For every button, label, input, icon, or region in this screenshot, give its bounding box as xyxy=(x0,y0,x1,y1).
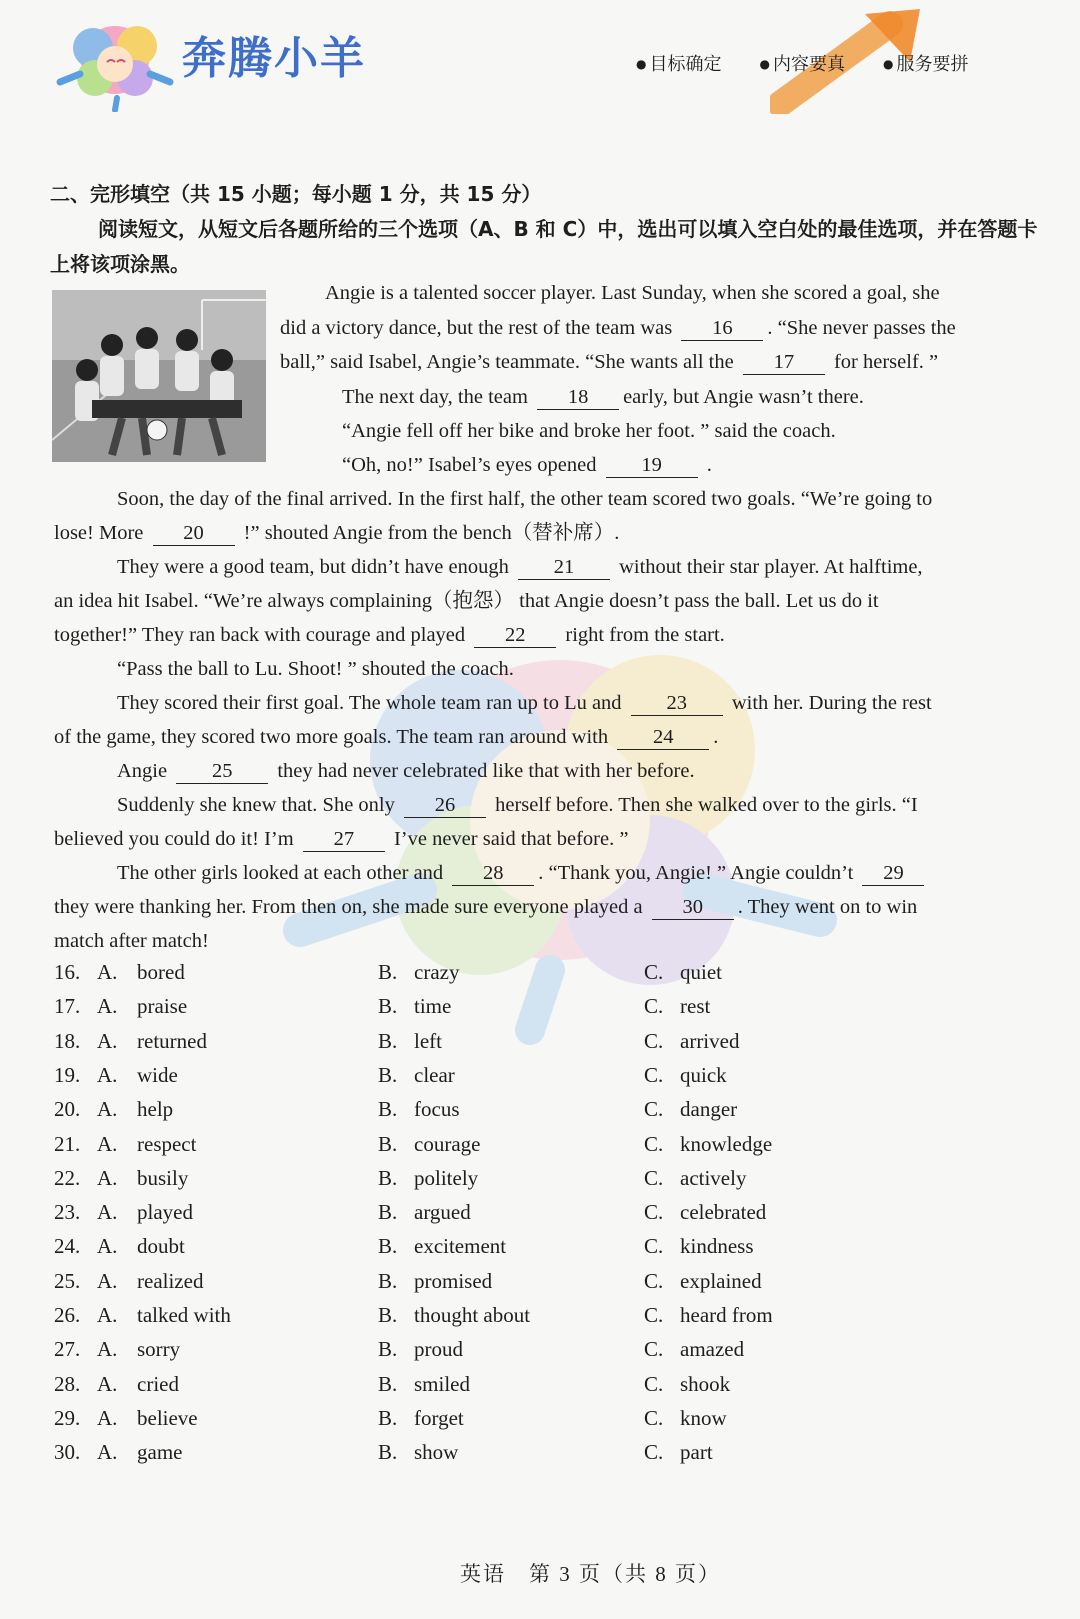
blank-26: 26 xyxy=(404,793,486,818)
option-label-c: C. xyxy=(644,960,664,984)
blank-21: 21 xyxy=(518,555,610,580)
blank-20: 20 xyxy=(153,521,235,546)
option-b: argued xyxy=(414,1200,471,1224)
option-label-c: C. xyxy=(644,1029,664,1053)
option-label-a: A. xyxy=(97,1406,118,1430)
option-label-c: C. xyxy=(644,1269,664,1293)
option-a: praise xyxy=(137,994,188,1018)
question-number: 18. xyxy=(54,1029,81,1053)
question-number: 24. xyxy=(54,1234,81,1258)
option-label-b: B. xyxy=(378,1303,398,1327)
option-b: time xyxy=(414,994,452,1018)
option-c: amazed xyxy=(680,1337,745,1361)
option-label-c: C. xyxy=(644,1406,664,1430)
soccer-team-photo xyxy=(52,290,266,462)
blank-24: 24 xyxy=(617,725,709,750)
option-label-c: C. xyxy=(644,1234,664,1258)
option-label-b: B. xyxy=(378,1337,398,1361)
option-b: forget xyxy=(414,1406,464,1430)
question-number: 30. xyxy=(54,1440,81,1464)
option-a: busily xyxy=(137,1166,189,1190)
option-a: believe xyxy=(137,1406,198,1430)
option-a: help xyxy=(137,1097,174,1121)
option-label-b: B. xyxy=(378,1166,398,1190)
question-number: 25. xyxy=(54,1269,81,1293)
option-label-a: A. xyxy=(97,1234,118,1258)
passage-line: Suddenly she knew that. She only 26 herself before. Then she walked over to the girls. “I xyxy=(117,794,918,816)
passage-line: believed you could do it! I’m 27 I’ve never said that before. ” xyxy=(54,828,629,850)
option-b: excitement xyxy=(414,1234,507,1258)
option-b: smiled xyxy=(414,1372,470,1396)
passage-line: “Angie fell off her bike and broke her foot. ” said the coach. xyxy=(342,420,836,442)
option-label-c: C. xyxy=(644,994,664,1018)
section-title: 二、完形填空（共 15 小题；每小题 1 分，共 15 分） xyxy=(50,182,542,206)
passage-line: “Oh, no!” Isabel’s eyes opened 19 . xyxy=(342,454,712,476)
question-number: 28. xyxy=(54,1372,81,1396)
option-label-a: A. xyxy=(97,1269,118,1293)
option-b: courage xyxy=(414,1132,481,1156)
option-c: quiet xyxy=(680,960,722,984)
option-b: politely xyxy=(414,1166,479,1190)
option-label-c: C. xyxy=(644,1440,664,1464)
option-c: actively xyxy=(680,1166,747,1190)
option-label-a: A. xyxy=(97,1337,118,1361)
option-label-b: B. xyxy=(378,1269,398,1293)
blank-29: 29 xyxy=(862,861,924,886)
option-a: bored xyxy=(137,960,185,984)
option-c: shook xyxy=(680,1372,731,1396)
passage-line: together!” They ran back with courage and played 22 right from the start. xyxy=(54,624,725,646)
brand-name: 奔腾小羊 xyxy=(182,33,366,84)
option-label-b: B. xyxy=(378,1097,398,1121)
slogan-item: ● 目标确定 xyxy=(636,50,721,76)
slogan-item: ● 服务要拼 xyxy=(883,50,968,76)
blank-30: 30 xyxy=(652,895,734,920)
option-c: quick xyxy=(680,1063,727,1087)
option-c: heard from xyxy=(680,1303,773,1327)
option-a: doubt xyxy=(137,1234,185,1258)
option-label-c: C. xyxy=(644,1132,664,1156)
blank-23: 23 xyxy=(631,691,723,716)
question-number: 22. xyxy=(54,1166,81,1190)
option-label-b: B. xyxy=(378,1440,398,1464)
passage-line: They were a good team, but didn’t have enough 21 without their star player. At halftime, xyxy=(117,556,923,578)
option-label-a: A. xyxy=(97,994,118,1018)
question-number: 20. xyxy=(54,1097,81,1121)
blank-18: 18 xyxy=(537,385,619,410)
question-number: 21. xyxy=(54,1132,81,1156)
option-label-a: A. xyxy=(97,1440,118,1464)
passage-line: The next day, the team 18 early, but Angie wasn’t there. xyxy=(342,386,864,408)
brand-logo-icon xyxy=(55,12,175,112)
blank-16: 16 xyxy=(681,316,763,341)
option-label-a: A. xyxy=(97,1132,118,1156)
blank-22: 22 xyxy=(474,623,556,648)
passage-line: lose! More 20 !” shouted Angie from the bench（替补席）. xyxy=(54,522,620,544)
option-label-b: B. xyxy=(378,1406,398,1430)
passage-line: match after match! xyxy=(54,930,209,952)
option-label-b: B. xyxy=(378,994,398,1018)
blank-27: 27 xyxy=(303,827,385,852)
option-label-c: C. xyxy=(644,1303,664,1327)
option-a: played xyxy=(137,1200,193,1224)
option-c: arrived xyxy=(680,1029,740,1053)
question-number: 17. xyxy=(54,994,81,1018)
option-label-c: C. xyxy=(644,1166,664,1190)
option-label-a: A. xyxy=(97,1166,118,1190)
passage-line: of the game, they scored two more goals. The team ran around with 24 . xyxy=(54,726,719,748)
option-a: sorry xyxy=(137,1337,181,1361)
passage-line: They scored their first goal. The whole team ran up to Lu and 23 with her. During the rest xyxy=(117,692,932,714)
option-c: kindness xyxy=(680,1234,754,1258)
option-label-b: B. xyxy=(378,1063,398,1087)
option-a: wide xyxy=(137,1063,178,1087)
option-label-b: B. xyxy=(378,960,398,984)
option-label-c: C. xyxy=(644,1097,664,1121)
option-c: danger xyxy=(680,1097,738,1121)
option-label-c: C. xyxy=(644,1337,664,1361)
option-b: clear xyxy=(414,1063,455,1087)
option-b: proud xyxy=(414,1337,463,1361)
option-label-a: A. xyxy=(97,1200,118,1224)
option-c: know xyxy=(680,1406,727,1430)
option-label-a: A. xyxy=(97,1029,118,1053)
option-a: realized xyxy=(137,1269,204,1293)
option-a: talked with xyxy=(137,1303,231,1327)
option-label-b: B. xyxy=(378,1029,398,1053)
option-label-a: A. xyxy=(97,1063,118,1087)
option-label-c: C. xyxy=(644,1200,664,1224)
option-label-a: A. xyxy=(97,960,118,984)
passage-line: they were thanking her. From then on, she made sure everyone played a 30 . They went on to win xyxy=(54,896,918,918)
passage-line: The other girls looked at each other and 28 . “Thank you, Angie! ” Angie couldn’t 29 xyxy=(117,858,928,888)
question-number: 23. xyxy=(54,1200,81,1224)
passage-line: an idea hit Isabel. “We’re always complaining（抱怨） that Angie doesn’t pass the ball. Let us do it xyxy=(54,590,879,612)
option-label-b: B. xyxy=(378,1132,398,1156)
option-c: rest xyxy=(680,994,711,1018)
question-number: 19. xyxy=(54,1063,81,1087)
option-c: part xyxy=(680,1440,713,1464)
option-b: thought about xyxy=(414,1303,531,1327)
page-footer: 英语 第 3 页（共 8 页） xyxy=(460,1562,721,1586)
section-instruction: 阅读短文，从短文后各题所给的三个选项（A、B 和 C）中，选出可以填入空白处的最佳选项，并在答题卡上将该项涂黑。 xyxy=(50,217,1038,276)
question-number: 26. xyxy=(54,1303,81,1327)
option-label-c: C. xyxy=(644,1063,664,1087)
question-number: 29. xyxy=(54,1406,81,1430)
option-a: cried xyxy=(137,1372,179,1396)
option-label-b: B. xyxy=(378,1200,398,1224)
blank-17: 17 xyxy=(743,350,825,375)
question-number: 16. xyxy=(54,960,81,984)
passage-line: “Pass the ball to Lu. Shoot! ” shouted the coach. xyxy=(117,658,514,680)
question-number: 27. xyxy=(54,1337,81,1361)
option-c: explained xyxy=(680,1269,762,1293)
passage-line: Angie is a talented soccer player. Last Sunday, when she scored a goal, she xyxy=(325,282,940,304)
option-a: returned xyxy=(137,1029,207,1053)
option-b: left xyxy=(414,1029,442,1053)
option-label-b: B. xyxy=(378,1372,398,1396)
passage-line: Angie 25 they had never celebrated like that with her before. xyxy=(117,760,695,782)
option-label-b: B. xyxy=(378,1234,398,1258)
option-b: focus xyxy=(414,1097,460,1121)
option-label-c: C. xyxy=(644,1372,664,1396)
option-label-a: A. xyxy=(97,1097,118,1121)
passage-line: did a victory dance, but the rest of the team was 16 . “She never passes the xyxy=(280,317,956,339)
blank-28: 28 xyxy=(452,861,534,886)
option-a: respect xyxy=(137,1132,197,1156)
option-a: game xyxy=(137,1440,183,1464)
slogans xyxy=(636,50,968,76)
option-b: promised xyxy=(414,1269,493,1293)
blank-19: 19 xyxy=(606,453,698,478)
option-c: knowledge xyxy=(680,1132,773,1156)
option-b: show xyxy=(414,1440,459,1464)
option-label-a: A. xyxy=(97,1372,118,1396)
option-label-a: A. xyxy=(97,1303,118,1327)
slogan-item: ● 内容要真 xyxy=(759,50,844,76)
passage-line: ball,” said Isabel, Angie’s teammate. “She wants all the 17 for herself. ” xyxy=(280,351,939,373)
option-b: crazy xyxy=(414,960,460,984)
passage-line: Soon, the day of the final arrived. In the first half, the other team scored two goals. “We’re going to xyxy=(117,488,933,510)
option-c: celebrated xyxy=(680,1200,767,1224)
blank-25: 25 xyxy=(176,759,268,784)
